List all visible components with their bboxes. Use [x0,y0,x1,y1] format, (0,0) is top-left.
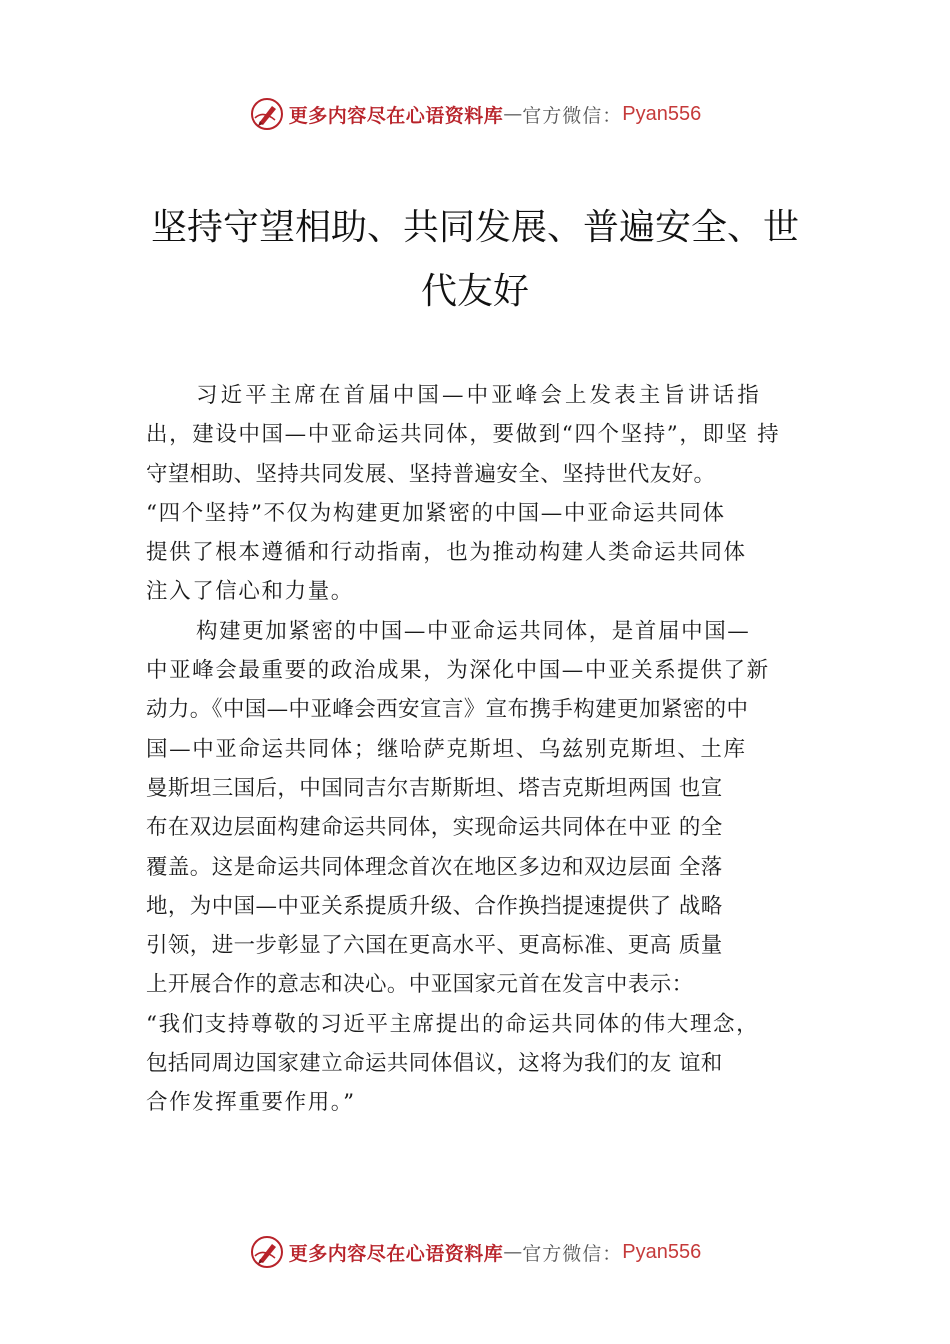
text-line: 构建更加紧密的中国—中亚命运共同体，是首届中国— [196,618,751,644]
document-title [150,196,800,324]
text-line: 出，建设中国—中亚命运共同体，要做到“四个坚持”，即坚 持 [146,422,781,448]
text-line: “四个坚持”不仅为构建更加紧密的中国—中亚命运共同体 [146,500,726,526]
text-line: 布在双边层面构建命运共同体，实现命运共同体在中亚 的全 [146,815,723,841]
text-line: 引领，进一步彰显了六国在更高水平、更高标准、更高 质量 [146,933,723,959]
text-line: 中亚峰会最重要的政治成果，为深化中国—中亚关系提供了新 [146,658,770,684]
fountain-pen-logo-icon [249,96,285,132]
header-banner [0,94,950,134]
text-line: 注入了信心和力量。 [146,579,354,605]
footer-wechat-label: 官方微信： [522,1242,623,1265]
footer-separator: — [503,1241,523,1263]
text-line: 提供了根本遵循和行动指南，也为推动构建人类命运共同体 [146,540,747,566]
paragraph-2 [146,612,826,1123]
text-line: 地，为中国—中亚关系提质升级、合作换挡提速提供了 战略 [146,893,723,919]
text-line: 合作发挥重要作用。” [146,1090,356,1116]
footer-banner [0,1232,950,1272]
header-wechat-id: Pyan556 [622,102,702,125]
footer-wechat-id: Pyan556 [622,1240,702,1263]
text-line: 守望相助、坚持共同发展、坚持普遍安全、坚持世代友好。 [146,461,716,487]
header-separator: — [503,103,523,125]
footer-brand-text: 更多内容尽在心语资料库 [288,1242,504,1265]
document-body [146,376,826,1123]
fountain-pen-logo-icon [249,1234,285,1270]
text-line: 国—中亚命运共同体；继哈萨克斯坦、乌兹别克斯坦、土库 [146,736,747,762]
paragraph-1 [146,376,826,612]
title-line: 代友好 [420,271,529,312]
text-line: 习近平主席在首届中国—中亚峰会上发表主旨讲话指 [196,383,762,408]
text-line: “我们支持尊敬的习近平主席提出的命运共同体的伟大理念， [146,1011,760,1037]
header-wechat-label: 官方微信： [522,104,623,127]
header-brand-text: 更多内容尽在心语资料库 [288,104,504,127]
title-line: 坚持守望相助、共同发展、普遍安全、世 [150,207,799,248]
text-line: 曼斯坦三国后，中国同吉尔吉斯斯坦、塔吉克斯坦两国 也宣 [146,775,723,801]
text-line: 包括同周边国家建立命运共同体倡议，这将为我们的友 谊和 [146,1051,723,1077]
text-line: 覆盖。这是命运共同体理念首次在地区多边和双边层面 全落 [146,854,723,880]
text-line: 动力。《中国—中亚峰会西安宣言》宣布携手构建更加紧密的中 [146,697,749,723]
text-line: 上开展合作的意志和决心。中亚国家元首在发言中表示： [146,972,694,998]
